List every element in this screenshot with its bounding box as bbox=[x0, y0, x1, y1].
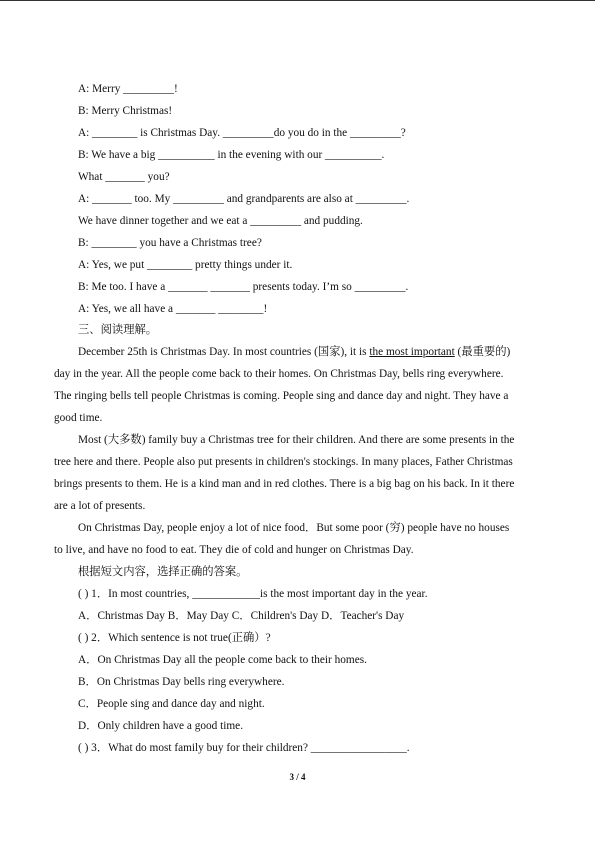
passage-line: to live, and have no food to eat. They die of cold and hunger on Christmas Day. bbox=[54, 544, 414, 556]
dialogue-line: A: ________ is Christmas Day. _________do you do in the _________? bbox=[78, 127, 406, 139]
dialogue-line: A: Merry _________! bbox=[78, 83, 178, 95]
dialogue-line: B: Me too. I have a _______ _______ presents today. I’m so _________. bbox=[78, 281, 409, 293]
question-option: C．People sing and dance day and night. bbox=[78, 698, 265, 710]
page-number: 3 / 4 bbox=[289, 772, 306, 782]
question-options: A．Christmas Day B．May Day C．Children's Day D．Teacher's Day bbox=[78, 610, 405, 622]
question-stem: ( ) 2．Which sentence is not true(正确）? bbox=[78, 632, 271, 644]
question-stem: ( ) 1．In most countries, ____________is the most important day in the year. bbox=[78, 588, 428, 600]
dialogue-line: A: Yes, we all have a _______ ________! bbox=[78, 303, 268, 315]
passage-line: tree here and there. People also put presents in children's stockings. In many places, Father Christmas bbox=[54, 456, 513, 468]
passage-line: day in the year. All the people come back to their homes. On Christmas Day, bells ring everywhere. bbox=[54, 368, 504, 380]
question-option: A．On Christmas Day all the people come back to their homes. bbox=[78, 654, 367, 666]
passage-line: good time. bbox=[54, 412, 103, 424]
dialogue-line: A: _______ too. My _________ and grandparents are also at _________. bbox=[78, 193, 410, 205]
passage-line: December 25th is Christmas Day. In most countries (国家), it is the most important (最重要的) bbox=[78, 346, 511, 358]
passage-line: The ringing bells tell people Christmas is coming. People sing and dance day and night. They have a bbox=[54, 390, 509, 402]
question-option: D．Only children have a good time. bbox=[78, 720, 244, 732]
dialogue-line: B: ________ you have a Christmas tree? bbox=[78, 237, 262, 249]
section-heading: 三、阅读理解。 bbox=[78, 324, 158, 336]
instruction: 根据短文内容，选择正确的答案。 bbox=[78, 566, 248, 578]
dialogue-line: A: Yes, we put ________ pretty things under it. bbox=[78, 259, 293, 271]
passage-line: On Christmas Day, people enjoy a lot of nice food．But some poor (穷) people have no houses bbox=[78, 522, 510, 534]
passage-line: are a lot of presents. bbox=[54, 500, 146, 512]
underlined-phrase: the most important bbox=[369, 346, 455, 358]
dialogue-line: B: Merry Christmas! bbox=[78, 105, 173, 117]
dialogue-line: What _______ you? bbox=[78, 171, 170, 183]
question-stem: ( ) 3．What do most family buy for their children? _________________. bbox=[78, 742, 410, 754]
question-option: B．On Christmas Day bells ring everywhere. bbox=[78, 676, 285, 688]
passage-line: Most (大多数) family buy a Christmas tree for their children. And there are some presents in the bbox=[78, 434, 515, 446]
dialogue-line: We have dinner together and we eat a _________ and pudding. bbox=[78, 215, 363, 227]
dialogue-line: B: We have a big __________ in the evening with our __________. bbox=[78, 149, 385, 161]
passage-line: brings presents to them. He is a kind man and in red clothes. There is a big bag on his back. In it there bbox=[54, 478, 515, 490]
